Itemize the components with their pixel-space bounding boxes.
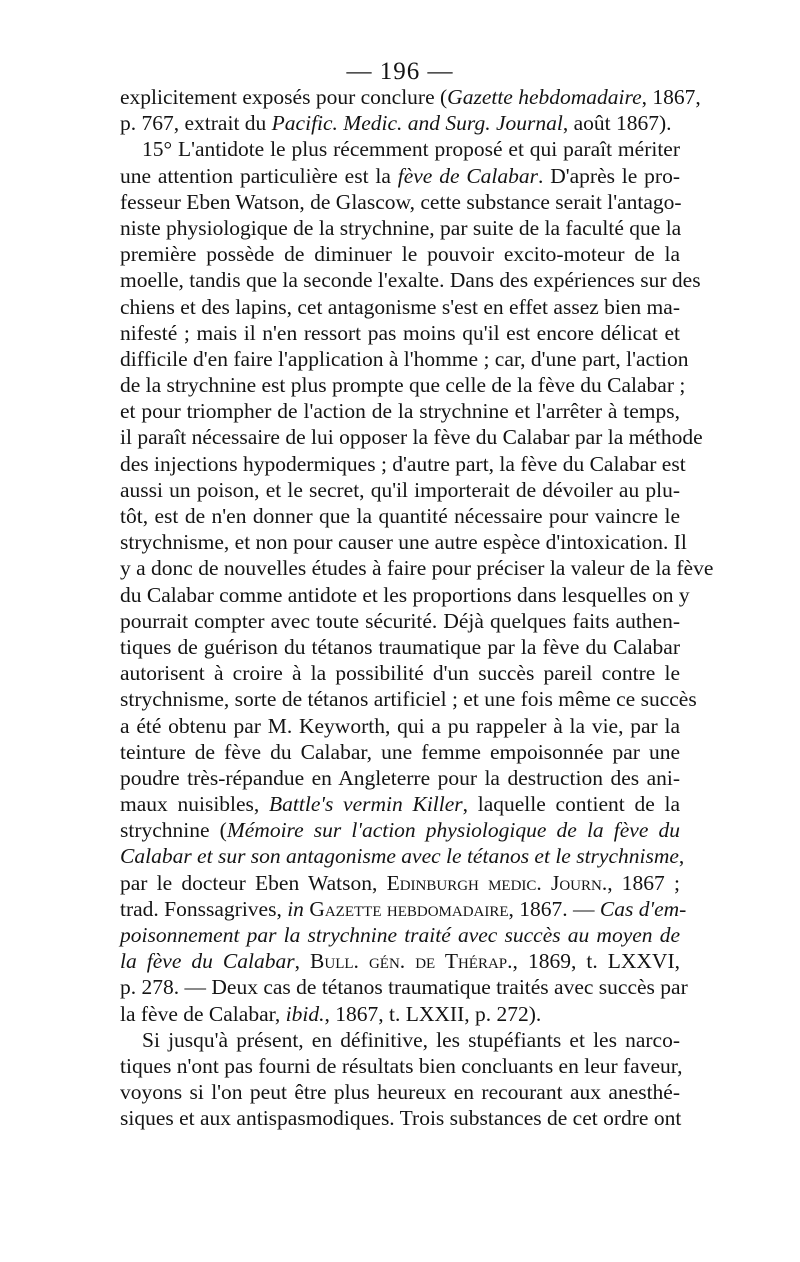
small-caps-text: Gazette hebdomadaire bbox=[309, 896, 509, 921]
text-run: la fève de Calabar, bbox=[120, 1001, 286, 1026]
text-run: explicitement exposés pour conclure ( bbox=[120, 85, 448, 109]
text-line bbox=[120, 424, 703, 450]
text-line bbox=[120, 136, 680, 162]
text-line bbox=[120, 398, 680, 424]
text-run: par le docteur Eben Watson, bbox=[120, 870, 387, 895]
text-line bbox=[120, 843, 685, 869]
text-run: des injections hypodermiques ; d'autre part, la fève du Calabar est bbox=[120, 451, 686, 476]
text-run: tiques n'ont pas fourni de résultats bien concluants en leur faveur, bbox=[120, 1053, 683, 1078]
text-line bbox=[120, 974, 688, 1000]
text-run: poudre très-répandue en Angleterre pour la destruction des ani- bbox=[120, 765, 680, 790]
text-line bbox=[120, 346, 689, 372]
text-run: de la strychnine est plus prompte que celle de la fève du Calabar ; bbox=[120, 373, 686, 398]
small-caps-text: Edinburgh medic. Journ. bbox=[386, 870, 608, 895]
text-line bbox=[120, 503, 680, 529]
text-run: , bbox=[678, 844, 685, 869]
text-line bbox=[120, 922, 680, 948]
text-run: il paraît nécessaire de lui opposer la fève du Calabar par la méthode bbox=[120, 425, 703, 450]
text-line bbox=[120, 1027, 680, 1053]
text-run: du Calabar comme antidote et les proportions dans lesquelles on y bbox=[120, 582, 690, 607]
text-run: , 1867, bbox=[641, 85, 701, 109]
text-line bbox=[120, 215, 680, 241]
text-run: 15° L'antidote le plus récemment proposé et qui paraît mériter bbox=[142, 137, 680, 162]
text-run: , bbox=[294, 949, 311, 974]
text-line bbox=[120, 320, 680, 346]
text-line bbox=[120, 739, 680, 765]
text-run: p. 278. — Deux cas de tétanos traumatique traités avec succès par bbox=[120, 975, 688, 1000]
text-line bbox=[120, 189, 680, 215]
text-line bbox=[120, 241, 680, 267]
text-run: y a donc de nouvelles études à faire pour préciser la valeur de la fève bbox=[120, 556, 714, 581]
text-run: chiens et des lapins, cet antagonisme s'est en effet assez bien ma- bbox=[120, 294, 680, 319]
italic-text: ibid. bbox=[285, 1001, 325, 1026]
italic-text: poisonnement par la strychnine traité avec succès au moyen de bbox=[120, 923, 680, 947]
text-run: niste physiologique de la strychnine, par suite de la faculté que la bbox=[120, 215, 682, 240]
text-line bbox=[120, 267, 701, 293]
text-line bbox=[120, 294, 680, 320]
text-line bbox=[120, 529, 687, 555]
text-line bbox=[120, 1079, 680, 1105]
text-run: tiques de guérison du tétanos traumatique par la fève du Calabar bbox=[120, 634, 680, 659]
text-line bbox=[120, 451, 686, 477]
text-run: voyons si l'on peut être plus heureux en recourant aux anesthé- bbox=[120, 1080, 680, 1105]
text-run: , 1867, t. LXXII, p. 272). bbox=[324, 1001, 542, 1026]
text-run: p. 767, extrait du bbox=[120, 111, 272, 136]
italic-text: Calabar et sur son antagonisme avec le tétanos et le strychnisme bbox=[120, 844, 679, 869]
text-run: , août 1867). bbox=[562, 111, 672, 136]
text-line bbox=[120, 870, 680, 896]
text-line bbox=[120, 163, 680, 189]
text-run: strychnisme, sorte de tétanos artificiel ; et une fois même ce succès bbox=[120, 687, 697, 712]
text-run: nifesté ; mais il n'en ressort pas moins qu'il est encore délicat et bbox=[120, 320, 680, 345]
text-line bbox=[120, 660, 680, 686]
italic-text: in bbox=[287, 896, 304, 921]
text-run: strychnisme, et non pour causer une autre espèce d'intoxication. Il bbox=[120, 530, 687, 555]
text-run: siques et aux antispasmodiques. Trois substances de cet ordre ont bbox=[120, 1106, 682, 1131]
text-line bbox=[120, 791, 680, 817]
text-run: Si jusqu'à présent, en définitive, les stupéfiants et les narco- bbox=[142, 1027, 680, 1052]
text-line bbox=[120, 817, 680, 843]
text-line bbox=[120, 713, 680, 739]
text-line bbox=[120, 765, 680, 791]
text-run: une attention particulière est la bbox=[120, 163, 398, 188]
text-run: tôt, est de n'en donner que la quantité nécessaire pour vaincre le bbox=[120, 504, 680, 528]
text-run: strychnine ( bbox=[120, 818, 227, 843]
italic-text: Mémoire sur l'action physiologique de la fève du bbox=[226, 818, 680, 843]
text-run: difficile d'en faire l'application à l'homme ; car, d'une part, l'action bbox=[120, 346, 689, 371]
text-line bbox=[120, 948, 680, 974]
small-caps-text: Bull. gén. de Thérap. bbox=[310, 949, 513, 974]
text-line bbox=[120, 896, 687, 922]
text-line bbox=[120, 686, 697, 712]
text-line bbox=[120, 84, 701, 110]
italic-text: Gazette hebdomadaire bbox=[447, 85, 642, 109]
text-run: autorisent à croire à la possibilité d'un succès pareil contre le bbox=[120, 661, 680, 686]
text-run: maux nuisibles, bbox=[120, 792, 270, 817]
text-run: trad. Fonssagrives, bbox=[120, 896, 288, 921]
italic-text: la fève du Calabar bbox=[120, 949, 295, 974]
text-line bbox=[120, 582, 690, 608]
text-run: , 1869, t. LXXVI, bbox=[512, 949, 680, 974]
text-run: . D'après le pro- bbox=[538, 163, 680, 188]
text-line bbox=[120, 555, 714, 581]
italic-text: fève de Calabar bbox=[397, 163, 538, 188]
text-run: , laquelle contient de la bbox=[462, 792, 681, 817]
text-run: fesseur Eben Watson, de Glascow, cette substance serait l'antago- bbox=[120, 189, 682, 214]
italic-text: Battle's vermin Killer bbox=[269, 792, 463, 817]
italic-text: Cas d'em- bbox=[599, 896, 687, 921]
text-line bbox=[120, 1001, 680, 1027]
text-run: et pour triompher de l'action de la strychnine et l'arrêter à temps, bbox=[120, 399, 680, 424]
page-number: — 196 — bbox=[346, 58, 454, 85]
text-run: , 1867 ; bbox=[607, 870, 680, 895]
text-line bbox=[120, 1105, 680, 1131]
text-run: a été obtenu par M. Keyworth, qui a pu rappeler à la vie, par la bbox=[120, 713, 680, 738]
text-line bbox=[120, 608, 680, 634]
text-line bbox=[120, 1053, 683, 1079]
body-text bbox=[120, 84, 714, 1132]
text-run: teinture de fève du Calabar, une femme empoisonnée par une bbox=[120, 739, 680, 764]
text-line bbox=[120, 372, 686, 398]
text-line bbox=[120, 477, 680, 503]
text-line bbox=[120, 634, 680, 660]
text-run: , 1867. — bbox=[508, 896, 600, 921]
text-run: aussi un poison, et le secret, qu'il importerait de dévoiler au plu- bbox=[120, 477, 680, 502]
text-run: pourrait compter avec toute sécurité. Déjà quelques faits authen- bbox=[120, 608, 680, 633]
text-run: moelle, tandis que la seconde l'exalte. Dans des expériences sur des bbox=[120, 268, 701, 293]
text-line bbox=[120, 110, 680, 136]
italic-text: Pacific. Medic. and Surg. Journal bbox=[271, 111, 563, 136]
text-run: première possède de diminuer le pouvoir excito-moteur de la bbox=[120, 242, 680, 267]
